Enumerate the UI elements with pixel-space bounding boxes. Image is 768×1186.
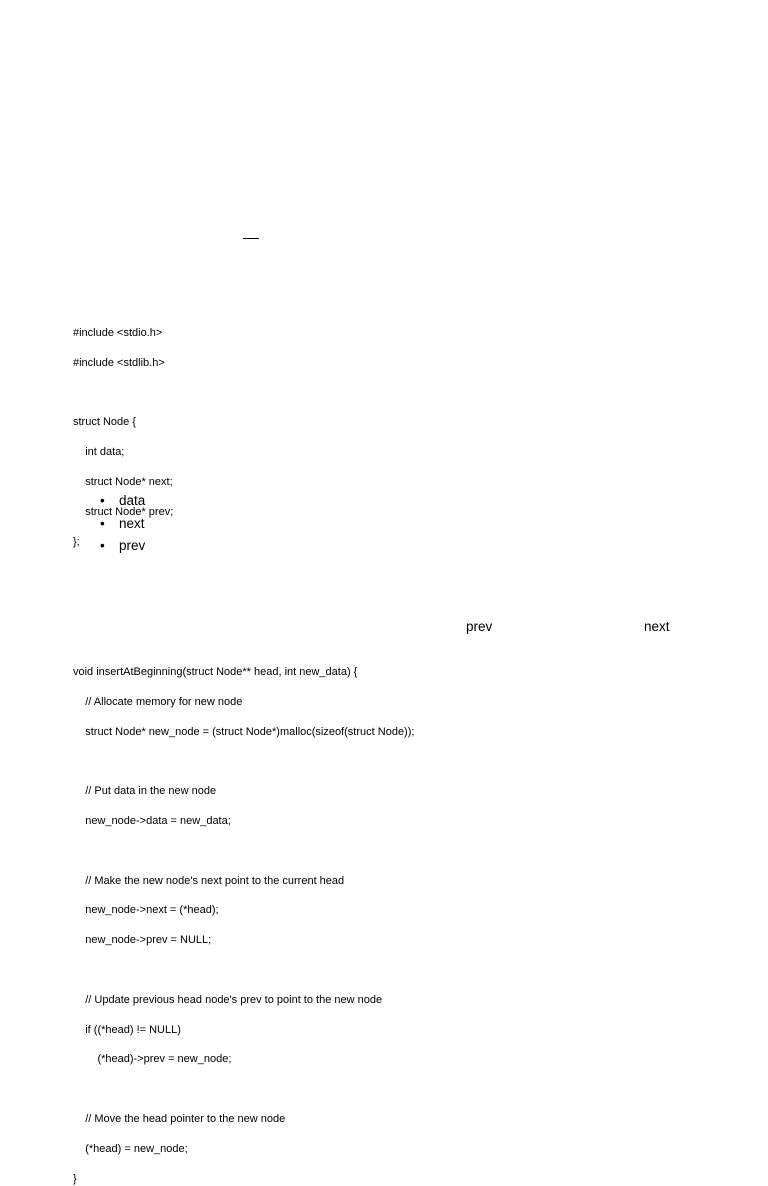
code-line <box>73 386 173 401</box>
list-item <box>100 535 145 558</box>
code-line: (*head) = new_node; <box>73 1142 188 1155</box>
code-line: new_node->data = new_data; <box>73 814 231 827</box>
code-line: new_node->next = (*head); <box>73 904 219 917</box>
code-line: #include <stdlib.h> <box>73 356 165 369</box>
insert-at-beginning-code-block <box>73 665 414 1186</box>
code-line: (*head)->prev = new_node; <box>73 1053 232 1066</box>
code-line: struct Node* prev; <box>73 505 174 518</box>
code-line <box>73 1082 414 1097</box>
code-line: int data; <box>73 446 125 459</box>
code-line: struct Node* next; <box>73 475 173 488</box>
code-line <box>73 844 414 859</box>
bullet-icon: • <box>100 538 105 553</box>
code-line: // Allocate memory for new node <box>73 695 243 708</box>
list-item <box>100 490 145 513</box>
list-item <box>100 513 145 536</box>
code-line: }; <box>73 535 80 548</box>
code-line <box>73 754 414 769</box>
next-label: next <box>644 619 670 634</box>
bullet-icon: • <box>100 515 105 531</box>
code-line <box>73 963 414 978</box>
node-fields-list <box>100 490 145 558</box>
bullet-icon: • <box>100 493 105 508</box>
field-label: data <box>119 493 146 508</box>
code-line: } <box>73 1172 77 1185</box>
code-line: struct Node { <box>73 416 136 429</box>
code-line: // Make the new node's next point to the current head <box>73 874 345 887</box>
code-line: new_node->prev = NULL; <box>73 934 212 947</box>
field-label: prev <box>119 538 146 553</box>
code-line: if ((*head) != NULL) <box>73 1023 181 1036</box>
code-line: void insertAtBeginning(struct Node** head, int new_data) { <box>73 666 358 678</box>
code-line: #include <stdio.h> <box>73 327 163 339</box>
prev-label: prev <box>466 619 493 634</box>
horizontal-rule-mark <box>243 238 259 239</box>
code-line: // Move the head pointer to the new node <box>73 1112 286 1125</box>
code-line: struct Node* new_node = (struct Node*)malloc(sizeof(struct Node)); <box>73 725 415 738</box>
field-label: next <box>119 515 145 531</box>
code-line: // Put data in the new node <box>73 785 217 798</box>
code-line: // Update previous head node's prev to point to the new node <box>73 993 383 1006</box>
